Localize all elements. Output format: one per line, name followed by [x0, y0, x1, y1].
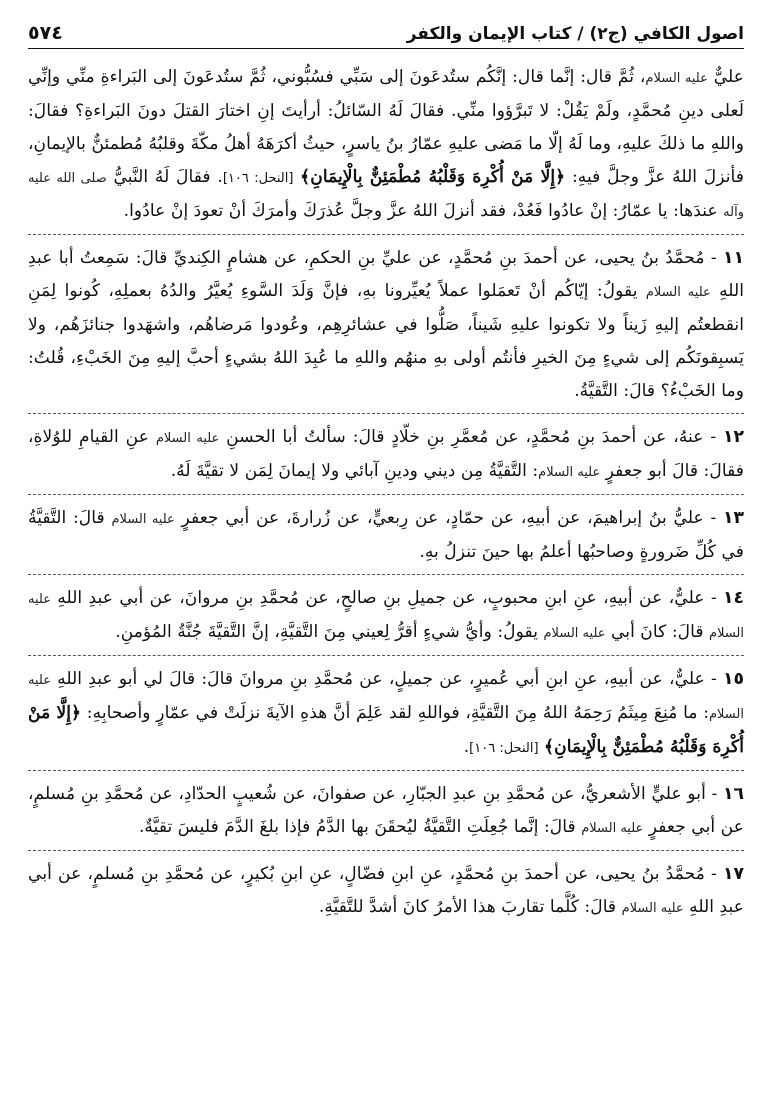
hadith-text: عليٌّ [707, 67, 744, 87]
hadith-paragraph [28, 61, 744, 229]
hadith-text: قالَ: التَّقيَّةُ في كُلِّ ضَرورةٍ وصاحبُها أعلمُ بها حينَ تنزلُ بهِ. [28, 508, 744, 562]
hadith-number: ١٥ [723, 669, 744, 689]
honorific-formula: عليه السلام [538, 465, 601, 480]
hadith-paragraph: ١٥ - عليٌّ، عن أبيهِ، عنِ ابنِ أبي عُميرٍ، عن جميلٍ، عن مُحمَّدِ بنِ مروانَ قالَ: قالَ لي أبو عبدِ اللهِ عليه السلام: ما مُنِعَ مِيثَمُ رَحِمَهُ اللهُ مِنَ التَّقيَّةِ، فواللهِ لقد عَلِمَ أنَّ هذهِ الآيةَ نزلَتْ في عمّارٍ وأصحابِهِ: ﴿إِلَّا مَنْ أُكْرِهَ وَقَلْبُهُ مُطْمَئِنٌّ بِالْإِيمَانِ﴾ [النحل: ١٠٦]. [28, 669, 744, 757]
hadith-paragraph: ١٣ - عليُّ بنُ إبراهيمَ، عن أبيهِ، عن حمّادٍ، عن رِبعيٍّ، عن زُرارةَ، عن أبي جعفرٍ عليه السلام قالَ: التَّقيَّةُ في كُلِّ ضَرورةٍ وصاحبُها أعلمُ بها حينَ تنزلُ بهِ. [28, 508, 745, 562]
honorific-formula: عليه السلام [28, 673, 744, 722]
honorific-formula: عليه السلام [28, 592, 744, 641]
hadith-text: . فقالَ لَهُ النَّبيُّ [106, 167, 223, 187]
hadith-text: أبو عليٍّ الأشعريُّ، عن مُحمَّدِ بنِ عبدِ الجبّارِ، عن صفوانَ، عن شُعيبٍ الحدّادِ، عن مُحمَّدِ بنِ مُسلمٍ، عن أبي جعفرٍ [28, 784, 744, 837]
hadith-text: : ما مُنِعَ مِيثَمُ رَحِمَهُ اللهُ مِنَ التَّقيَّةِ، فواللهِ لقد عَلِمَ أنَّ هذهِ الآيةَ نزلَتْ في عمّارٍ وأصحابِهِ: [81, 703, 709, 723]
verse-reference: [النحل: ١٠٦] [222, 171, 294, 186]
honorific-formula: عليه السلام [111, 512, 175, 527]
page-number: ٥٧٤ [28, 22, 63, 44]
hadith-number: ١٦ [723, 784, 744, 804]
hadith-paragraph: ١٧ - مُحمَّدُ بنُ يحيى، عن أحمدَ بنِ مُحمَّدٍ، عنِ ابنِ فضّالٍ، عنِ ابنِ بُكيرٍ، عن مُحمَّدِ بنِ مُسلمٍ، عن أبي عبدِ اللهِ عليه السلام قالَ: كُلَّما تقاربَ هذا الأمرُ كانَ أشدَّ للتَّقيَّةِ. [28, 864, 744, 917]
hadith-text: عندَها: يا عمّارُ: إنْ عادُوا فَعُدْ، فقد أنزلَ اللهُ عزَّ وجلَّ عُذرَكَ وأمرَكَ أنْ تعودَ إنْ عادُوا. [123, 201, 724, 221]
honorific-formula: عليه السلام [543, 626, 606, 641]
honorific-formula: عليه السلام [621, 901, 684, 916]
hadith-paragraph: ١٦ - أبو عليٍّ الأشعريُّ، عن مُحمَّدِ بنِ عبدِ الجبّارِ، عن صفوانَ، عن شُعيبٍ الحدّادِ، عن مُحمَّدِ بنِ مُسلمٍ، عن أبي جعفرٍ عليه السلام قالَ: إنَّما جُعِلَتِ التَّقيَّةُ ليُحقَنَ بها الدَّمُ فإذا بلغَ الدَّمَ فليسَ تقيَّةٌ. [28, 784, 744, 837]
hadith-number: ١٤ [723, 588, 744, 608]
hadith-text: يقولُ: وأيُّ شيءٍ أقرُّ لِعيني مِنَ التَّقيَّةِ، إنَّ التَّقيَّةَ جُنَّةُ المُؤمنِ. [115, 622, 544, 642]
quran-quote: ﴿إِلَّا مَنْ أُكْرِهَ وَقَلْبُهُ مُطْمَئِنٌّ بِالْإِيمَانِ﴾ [28, 703, 744, 757]
honorific-formula: عليه السلام [645, 71, 708, 86]
hadith-paragraph: ١٢ - عنهُ، عن أحمدَ بنِ مُحمَّدٍ، عن مُعمَّرِ بنِ خلّادٍ قالَ: سألتُ أبا الحسنِ عليه السلام عنِ القيامِ للوُلاةِ، فقالَ: قالَ أبو جعفرٍ عليه السلام: التَّقيَّةُ مِن ديني ودينِ آبائي ولا إيمانَ لِمَن لا تقيَّةَ لَهُ. [28, 427, 745, 481]
quran-quote: ﴿إِلَّا مَنْ أُكْرِهَ وَقَلْبُهُ مُطْمَئِنٌّ بِالْإِيمَانِ﴾ [300, 167, 566, 187]
running-header [28, 18, 744, 49]
honorific-formula: عليه السلام [581, 821, 644, 836]
hadith-text: قالَ: إنَّما جُعِلَتِ التَّقيَّةُ ليُحقَنَ بها الدَّمُ فإذا بلغَ الدَّمَ فليسَ تقيَّةٌ. [138, 817, 582, 837]
paragraph-divider [28, 574, 744, 575]
hadith-number: ١٧ [723, 864, 744, 884]
hadith-text: عليٌّ، عن أبيهِ، عنِ ابنِ أبي عُميرٍ، عن جميلٍ، عن مُحمَّدِ بنِ مروانَ قالَ: قالَ لي أبو عبدِ اللهِ [50, 669, 705, 689]
honorific-formula: عليه السلام [645, 285, 711, 300]
book-page [28, 18, 744, 1108]
hadith-text: قالَ: كُلَّما تقاربَ هذا الأمرُ كانَ أشدَّ للتَّقيَّةِ. [318, 897, 622, 917]
paragraph-divider [28, 850, 744, 851]
honorific-formula: عليه السلام [155, 431, 220, 446]
hadith-number: ١٢ [723, 427, 745, 447]
paragraph-divider [28, 234, 744, 235]
hadith-text: عنهُ، عن أحمدَ بنِ مُحمَّدٍ، عن مُعمَّرِ بنِ خلّادٍ قالَ: سألتُ أبا الحسنِ [219, 427, 704, 447]
paragraph-divider [28, 770, 744, 771]
header-title: اصول الكافي (ج٢) / كتاب الإيمان والكفر [406, 24, 744, 44]
hadith-text: قالَ: كانَ أبي [605, 622, 710, 642]
paragraph-divider [28, 494, 744, 495]
hadith-number: ١٣ [723, 508, 745, 528]
hadith-paragraph: ١١ - مُحمَّدُ بنُ يحيى، عن أحمدَ بنِ مُحمَّدٍ، عن عليِّ بنِ الحكمِ، عن هشامٍ الكِنديِّ قالَ: سَمِعتُ أبا عبدِ اللهِ عليه السلام يقولُ: إيّاكُم أنْ تَعمَلوا عملاً يُعيِّرونا بهِ، فإنَّ وَلَدَ السَّوءِ يُعيَّرُ والدُهُ بعملِهِ، كُونوا لِمَنِ انقطعتُم إليهِ زَيناً ولا تكونوا عليهِ شَيناً، صَلُّوا في عشائرِهِم، وعُودوا مَرضاهُم، واشهَدوا جنائزَهُم، ولا يَسبِقونَكُم إلى شيءٍ مِنَ الخيرِ فأنتُم أولى بهِ منهُم واللهِ ما عُبِدَ اللهُ بشيءٍ أحبَّ إليهِ مِنَ الخَبْءِ، قُلتُ: وما الخَبْءُ؟ قالَ: التَّقيَّةُ. [28, 248, 744, 401]
hadith-text: يقولُ: إيّاكُم أنْ تَعمَلوا عملاً يُعيِّرونا بهِ، فإنَّ وَلَدَ السَّوءِ يُعيَّرُ والدُهُ بعملِهِ، كُونوا لِمَنِ انقطعتُم إليهِ زَيناً ولا تكونوا عليهِ شَيناً، صَلُّوا في عشائرِهِم، وعُودوا مَرضاهُم، واشهَدوا جنائزَهُم، ولا يَسبِقونَكُم إلى شيءٍ مِنَ الخيرِ فأنتُم أولى بهِ منهُم واللهِ ما عُبِدَ اللهُ بشيءٍ أحبَّ إليهِ مِنَ الخَبْءِ، قُلتُ: وما الخَبْءُ؟ قالَ: التَّقيَّةُ. [28, 281, 744, 401]
verse-reference: [النحل: ١٠٦] [469, 741, 539, 756]
hadith-text: . [463, 737, 470, 757]
hadith-text: : التَّقيَّةُ مِن ديني ودينِ آبائي ولا إيمانَ لِمَن لا تقيَّةَ لَهُ. [170, 461, 539, 481]
hadith-number: ١١ [723, 248, 744, 268]
paragraph-divider [28, 413, 744, 414]
hadith-text: عليُّ بنُ إبراهيمَ، عن أبيهِ، عن حمّادٍ، عن رِبعيٍّ، عن زُرارةَ، عن أبي جعفرٍ [174, 508, 704, 528]
hadith-text: مُحمَّدُ بنُ يحيى، عن أحمدَ بنِ مُحمَّدٍ، عنِ ابنِ فضّالٍ، عنِ ابنِ بُكيرٍ، عن مُحمَّدِ بنِ مُسلمٍ، عن أبي عبدِ اللهِ [28, 864, 744, 917]
hadith-text: عنِ القيامِ للوُلاةِ، فقالَ: قالَ أبو جعفرٍ [28, 427, 744, 481]
honorific-formula: صلى الله عليه وآله [28, 171, 744, 220]
hadith-text: عليٌّ، عن أبيهِ، عنِ ابنِ محبوبٍ، عن جميلِ بنِ صالحٍ، عن مُحمَّدِ بنِ مروانَ، عن أبي عبدِ اللهِ [50, 588, 705, 608]
paragraph-divider [28, 655, 744, 656]
hadith-text: ، ثُمَّ قال: إنَّما قال: إنَّكُم ستُدعَونَ إلى سَبِّي فسُبُّوني، ثُمَّ ستُدعَونَ إلى البَراءةِ منِّي وإنِّي لَعلى دينِ مُحمَّدٍ، ولَمْ يَقُلْ: لا تَبرَّؤوا منِّي. فقالَ لَهُ السّائلُ: أرأيتَ إنِ اختارَ القتلَ دونَ البَراءةِ؟ فقالَ: واللهِ ما ذلكَ عليهِ، وما لَهُ إلّا ما مَضى عليهِ عمّارُ بنُ ياسرٍ، حيثُ أكرَهَهُ أهلُ مكّةَ وقلبُهُ مُطمئنٌّ بالإيمانِ، فأنزلَ اللهُ عزَّ وجلَّ فيهِ: [28, 67, 744, 187]
hadith-text-body [28, 61, 744, 925]
hadith-paragraph: ١٤ - عليٌّ، عن أبيهِ، عنِ ابنِ محبوبٍ، عن جميلِ بنِ صالحٍ، عن مُحمَّدِ بنِ مروانَ، عن أبي عبدِ اللهِ عليه السلام قالَ: كانَ أبي عليه السلام يقولُ: وأيُّ شيءٍ أقرُّ لِعيني مِنَ التَّقيَّةِ، إنَّ التَّقيَّةَ جُنَّةُ المُؤمنِ. [28, 588, 744, 642]
hadith-text: مُحمَّدُ بنُ يحيى، عن أحمدَ بنِ مُحمَّدٍ، عن عليِّ بنِ الحكمِ، عن هشامٍ الكِنديِّ قالَ: سَمِعتُ أبا عبدِ اللهِ [28, 248, 744, 301]
